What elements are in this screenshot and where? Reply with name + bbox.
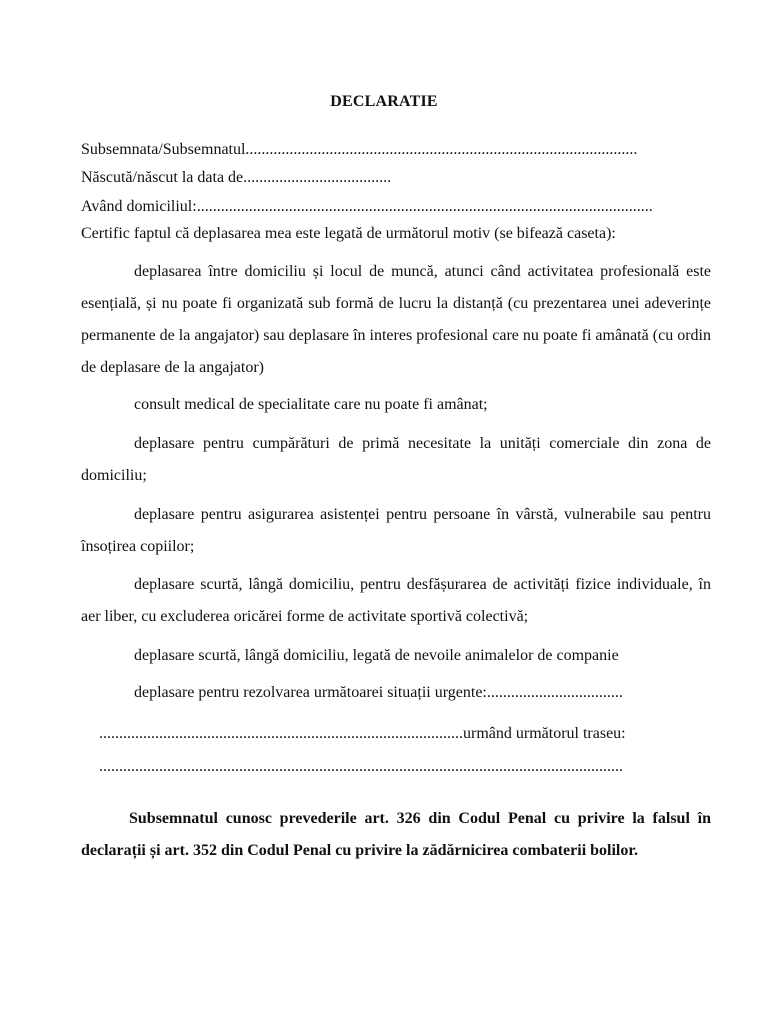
address-field: Având domiciliul:.................................................................................................................. (81, 198, 653, 215)
route-dots-line: ................................................................................................................................... (99, 758, 623, 775)
reason-medical: consult medical de specialitate care nu poate fi amânat; (134, 396, 488, 413)
reason-shopping: deplasare pentru cumpărături de primă necesitate la unități comerciale din zona de domiciliu; (81, 435, 711, 484)
reason-pets: deplasare scurtă, lângă domiciliu, legată de nevoile animalelor de companie (134, 647, 619, 664)
certify-statement: Certific faptul că deplasarea mea este legată de următorul motiv (se bifează caseta): (81, 225, 616, 242)
route-line: ...........................................................................................urmând următorul traseu: (99, 725, 626, 742)
legal-statement: Subsemnatul cunosc prevederile art. 326 din Codul Penal cu privire la falsul în declarații și art. 352 din Codul Penal cu privire la zădărnicirea combaterii bolilor. (81, 810, 711, 859)
name-field: Subsemnata/Subsemnatul.................................................................................................. (81, 141, 638, 158)
birth-date-field: Născută/născut la data de..................................... (81, 169, 392, 186)
page-title: DECLARATIE (330, 93, 438, 110)
reason-work: deplasarea între domiciliu și locul de muncă, atunci când activitatea profesională este esențială, și nu poate fi organizată sub formă de lucru la distanță (cu prezentarea unei adeverințe permanente de la angajator) sau deplasare în interes profesional care nu poate fi amânată (cu ordin de deplasare de la angajator) (81, 263, 711, 376)
reason-physical-activity: deplasare scurtă, lângă domiciliu, pentru desfășurarea de activități fizice individuale, în aer liber, cu excluderea oricărei forme de activitate sportivă colectivă; (81, 576, 711, 625)
reason-assistance: deplasare pentru asigurarea asistenței pentru persoane în vârstă, vulnerabile sau pentru însoțirea copiilor; (81, 506, 711, 555)
reason-urgent: deplasare pentru rezolvarea următoarei situații urgente:.................................. (134, 684, 623, 701)
